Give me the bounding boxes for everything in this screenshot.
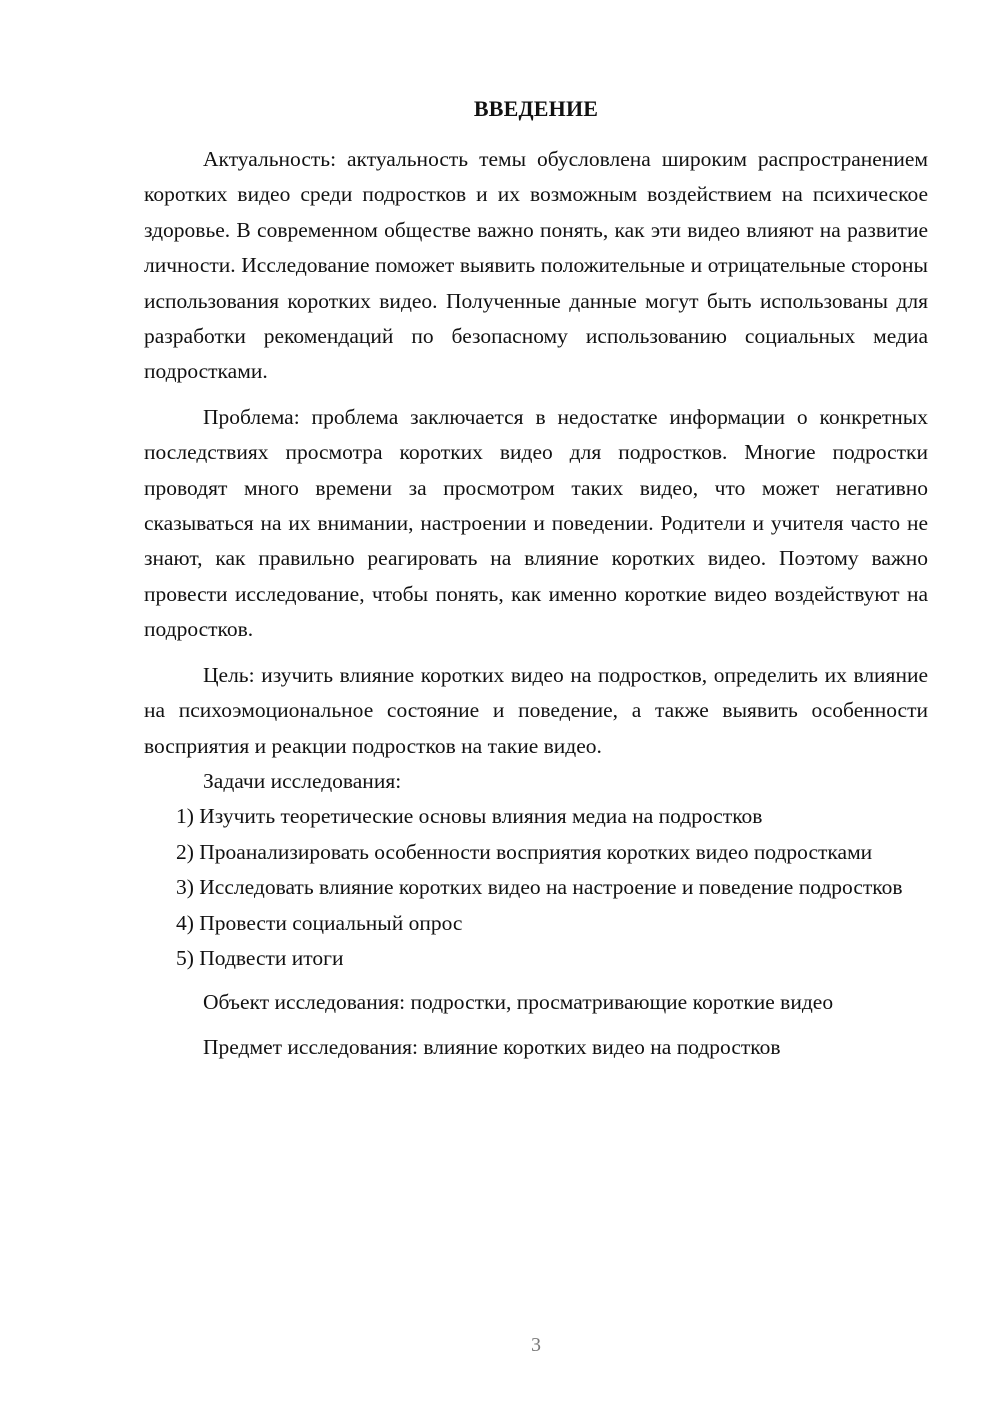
task-item: 5) Подвести итоги [176, 945, 344, 970]
problem-paragraph: Проблема: проблема заключается в недостатке информации о конкретных последствиях просмотра коротких видео для подростков. Многие подростки проводят много времени за просмотром таких видео, что может негативно сказываться на их внимании, настроении и поведении. Родители и учителя часто не знают, как правильно реагировать на влияние коротких видео. Поэтому важно провести исследование, чтобы понять, как именно короткие видео воздействуют на подростков. [144, 404, 928, 642]
task-item: 3) Исследовать влияние коротких видео на настроение и поведение подростков [176, 875, 903, 900]
relevance-paragraph: Актуальность: актуальность темы обусловлена широким распространением коротких видео среди подростков и их возможным воздействием на психическое здоровье. В современном обществе важно понять, как эти видео влияют на развитие личности. Исследование поможет выявить положительные и отрицательные стороны использования коротких видео. Полученные данные могут быть использованы для разработки рекомендаций по безопасному использованию социальных медиа подростками. [144, 147, 928, 384]
document-title: ВВЕДЕНИЕ [473, 96, 599, 121]
goal-paragraph: Цель: изучить влияние коротких видео на подростков, определить их влияние на психоэмоциональное состояние и поведение, а также выявить особенности восприятия и реакции подростков на такие видео. [144, 662, 928, 758]
task-item: 2) Проанализировать особенности восприятия коротких видео подростками [176, 839, 873, 864]
task-item: 1) Изучить теоретические основы влияния медиа на подростков [176, 804, 763, 829]
object-paragraph: Объект исследования: подростки, просматривающие короткие видео [203, 990, 834, 1015]
task-item: 4) Провести социальный опрос [176, 910, 463, 935]
document-body [144, 142, 928, 1065]
page-number: 3 [531, 1334, 541, 1356]
subject-paragraph: Предмет исследования: влияние коротких видео на подростков [203, 1034, 781, 1059]
tasks-heading: Задачи исследования: [203, 768, 402, 793]
